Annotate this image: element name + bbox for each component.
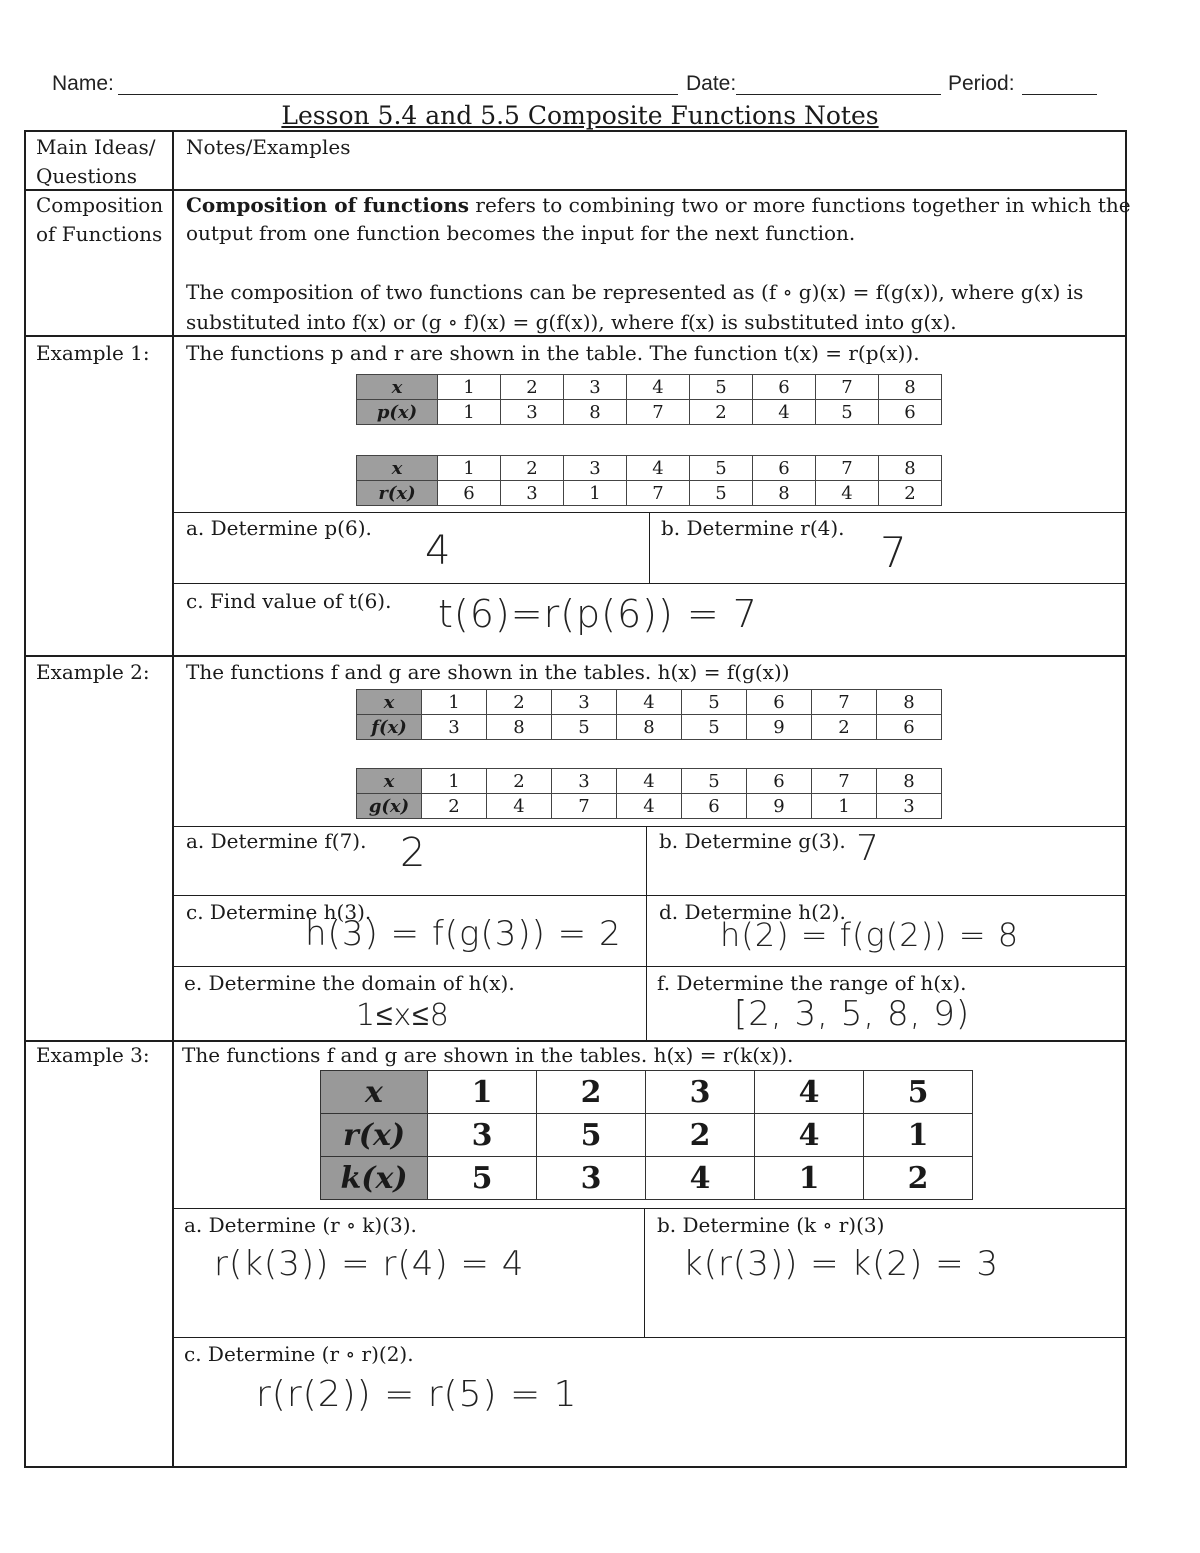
ex2-question-b: b. Determine g(3). [659, 829, 846, 853]
ex2-question-a: a. Determine f(7). [186, 829, 367, 853]
main-ideas-header: Main Ideas/ Questions [36, 135, 156, 188]
ex2-question-d: d. Determine h(2). [659, 900, 846, 924]
ex3-answer-c[interactable]: r(r(2)) = r(5) = 1 [256, 1374, 578, 1415]
name-label: Name: [52, 72, 114, 95]
ex2-answer-e[interactable]: 1≤x≤8 [356, 998, 450, 1033]
ex2-question-e: e. Determine the domain of h(x). [184, 971, 515, 995]
period-label: Period: [948, 72, 1015, 95]
ex2-answer-d[interactable]: h(2) = f(g(2)) = 8 [720, 916, 1020, 954]
row-divider [24, 655, 1127, 657]
ex1-question-c: c. Find value of t(6). [186, 589, 392, 613]
ex2-answer-a[interactable]: 2 [400, 830, 427, 876]
ex1-answer-c[interactable]: t(6)=r(p(6)) = 7 [438, 592, 758, 636]
inner-divider [172, 1337, 1127, 1338]
rk-table: x 1 2 3 4 5 r(x) 3 5 2 4 1 k(x) 5 3 4 1 2 [320, 1070, 973, 1200]
g-table: x 1 2 3 4 5 6 7 8 g(x) 2 4 7 4 6 9 1 3 [356, 768, 942, 819]
inner-divider [172, 895, 1127, 896]
ex2-answer-c[interactable]: h(3) = f(g(3)) = 2 [305, 914, 622, 954]
ex3-answer-b[interactable]: k(r(3)) = k(2) = 3 [683, 1244, 1000, 1284]
ex2-question-f: f. Determine the range of h(x). [657, 971, 967, 995]
ex3-question-a: a. Determine (r ∘ k)(3). [184, 1213, 417, 1237]
frame-bottom [24, 1466, 1127, 1468]
frame-top [24, 130, 1127, 132]
date-field[interactable] [736, 94, 941, 95]
ex3-question-c: c. Determine (r ∘ r)(2). [184, 1342, 414, 1366]
ex2-answer-b[interactable]: 7 [856, 828, 880, 869]
p-table: x 1 2 3 4 5 6 7 8 p(x) 1 3 8 7 2 4 5 6 [356, 374, 942, 425]
page-title: Lesson 5.4 and 5.5 Composite Functions Notes [281, 101, 879, 130]
inner-divider [644, 1208, 645, 1338]
frame-left [24, 130, 26, 1468]
frame-right [1125, 130, 1127, 1468]
inner-divider [172, 1208, 1127, 1209]
composition-definition: Composition of functions refers to combining two or more functions together in which the [186, 193, 1131, 217]
period-field[interactable] [1022, 94, 1097, 95]
date-label: Date: [686, 72, 737, 95]
f-table: x 1 2 3 4 5 6 7 8 f(x) 3 8 5 8 5 9 2 6 [356, 689, 942, 740]
ex2-question-c: c. Determine h(3). [186, 900, 372, 924]
inner-divider [646, 826, 647, 1040]
example3-label: Example 3: [36, 1043, 150, 1067]
example2-intro: The functions f and g are shown in the tables. h(x) = f(g(x)) [186, 660, 790, 684]
composition-definition-cont: output from one function becomes the input for the next function. [186, 221, 856, 245]
name-field[interactable] [118, 94, 678, 95]
ex1-answer-b[interactable]: 7 [880, 528, 908, 577]
ex1-question-b: b. Determine r(4). [661, 516, 845, 540]
ex2-answer-f[interactable]: [2, 3, 5, 8, 9) [734, 994, 971, 1034]
example3-intro: The functions f and g are shown in the tables. h(x) = r(k(x)). [182, 1043, 794, 1067]
inner-divider [649, 512, 650, 584]
composition-formula: The composition of two functions can be represented as (f ∘ g)(x) = f(g(x)), where g(x) is [186, 280, 1084, 304]
inner-divider [172, 966, 1127, 967]
ex1-question-a: a. Determine p(6). [186, 516, 372, 540]
ex1-answer-a[interactable]: 4 [425, 528, 452, 574]
example1-label: Example 1: [36, 341, 150, 365]
example2-label: Example 2: [36, 660, 150, 684]
composition-formula-cont: substituted into f(x) or (g ∘ f)(x) = g(f(x)), where f(x) is substituted into g(x). [186, 310, 957, 334]
r-table: x 1 2 3 4 5 6 7 8 r(x) 6 3 1 7 5 8 4 2 [356, 455, 942, 506]
composition-label: Composition of Functions [36, 193, 164, 246]
column-divider [172, 130, 174, 1468]
notes-header: Notes/Examples [186, 135, 351, 159]
ex3-question-b: b. Determine (k ∘ r)(3) [657, 1213, 885, 1237]
example1-intro: The functions p and r are shown in the table. The function t(x) = r(p(x)). [186, 341, 920, 365]
ex3-answer-a[interactable]: r(k(3)) = r(4) = 4 [214, 1244, 525, 1284]
